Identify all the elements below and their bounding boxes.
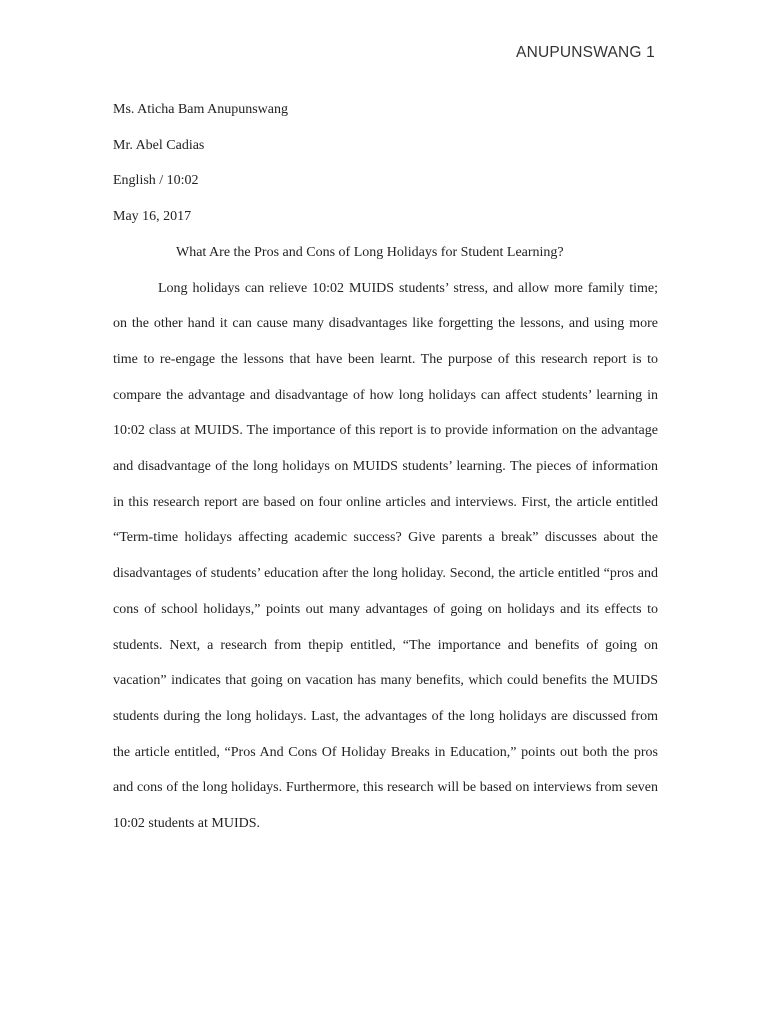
document-date: May 16, 2017 bbox=[113, 209, 192, 225]
course-name: English / 10:02 bbox=[113, 173, 199, 189]
instructor-name: Mr. Abel Cadias bbox=[113, 137, 205, 153]
document-body bbox=[113, 92, 658, 842]
document-title: What Are the Pros and Cons of Long Holidays for Student Learning? bbox=[176, 244, 564, 260]
running-head: ANUPUNSWANG 1 bbox=[516, 44, 655, 61]
body-paragraph: Long holidays can relieve 10:02 MUIDS students’ stress, and allow more family time; on the other hand it can cause many disadvantages like forgetting the lessons, and using more time to re-engage the lessons that have been learnt. The purpose of this research report is to compare the advantage and disadvantage of how long holidays can affect students’ learning in 10:02 class at MUIDS. The importance of this report is to provide information on the advantage and disadvantage of the long holidays on MUIDS students’ learning. The pieces of information in this research report are based on four online articles and interviews. First, the article entitled “Term-time holidays affecting academic success? Give parents a break” discusses about the disadvantages of students’ education after the long holiday. Second, the article entitled “pros and cons of school holidays,” points out many advantages of going on holidays and its effects to students. Next, a research from thepip entitled, “The importance and benefits of going on vacation” indicates that going on vacation has many benefits, which could benefits the MUIDS students during the long holidays. Last, the advantages of the long holidays are discussed from the article entitled, “Pros And Cons Of Holiday Breaks in Education,” points out both the pros and cons of the long holidays. Furthermore, this research will be based on interviews from seven 10:02 students at MUIDS. bbox=[113, 280, 658, 832]
student-name: Ms. Aticha Bam Anupunswang bbox=[113, 102, 288, 117]
